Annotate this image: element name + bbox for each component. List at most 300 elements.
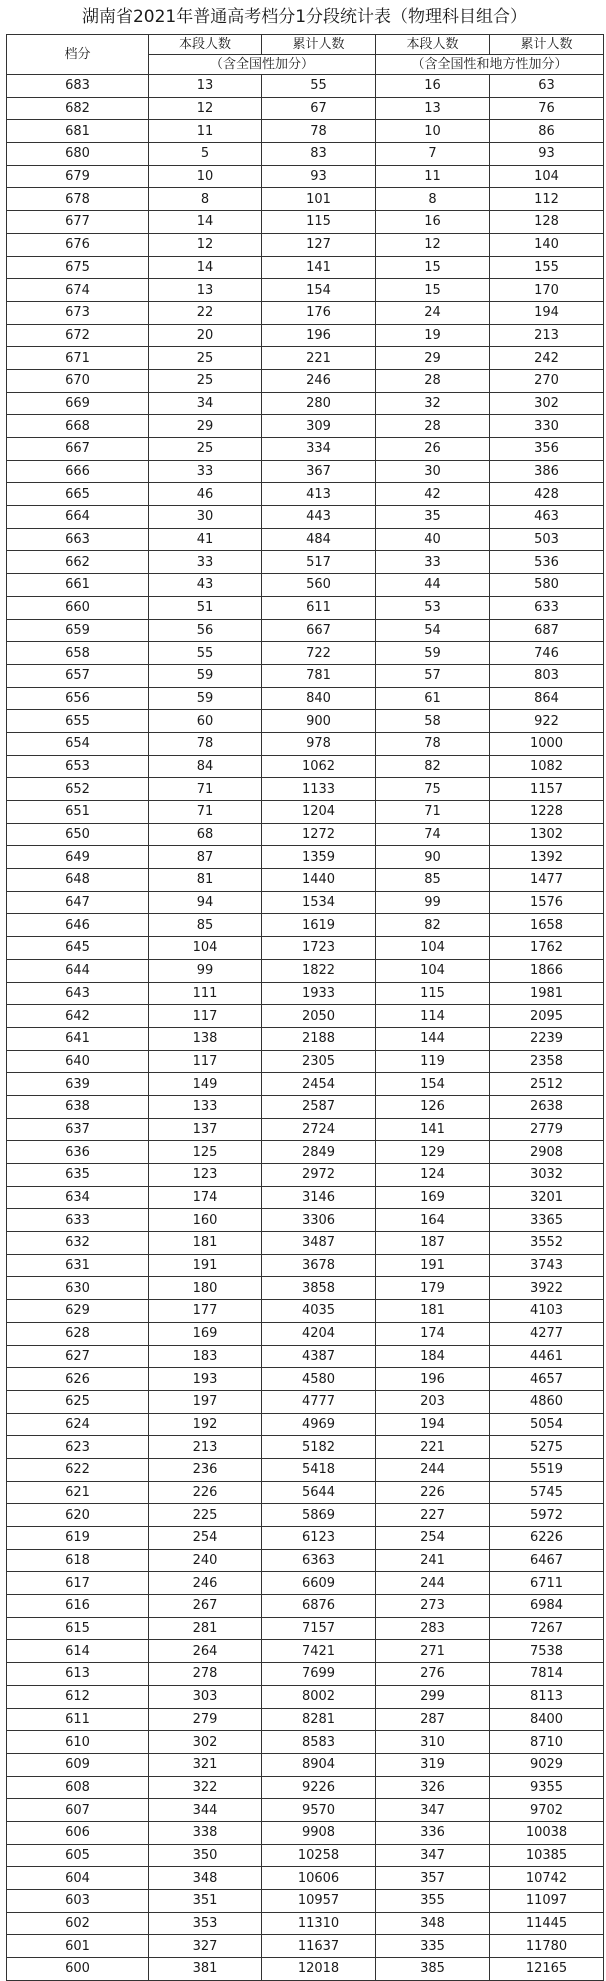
cell-cumulative-2: 2358: [490, 1050, 604, 1073]
table-row: [7, 1617, 604, 1640]
cell-segment: 25: [149, 347, 262, 370]
cell-segment-2: 241: [376, 1549, 490, 1572]
cell-segment-2: 82: [376, 755, 490, 778]
cell-cumulative: 6123: [262, 1527, 376, 1550]
cell-score: 672: [7, 324, 149, 347]
cell-segment: 41: [149, 528, 262, 551]
cell-segment-2: 15: [376, 279, 490, 302]
cell-segment: 25: [149, 438, 262, 461]
cell-cumulative: 560: [262, 574, 376, 597]
cell-cumulative-2: 11097: [490, 1890, 604, 1913]
cell-segment: 43: [149, 574, 262, 597]
cell-cumulative-2: 1157: [490, 778, 604, 801]
cell-segment-2: 144: [376, 1027, 490, 1050]
cell-cumulative: 280: [262, 392, 376, 415]
cell-score: 641: [7, 1027, 149, 1050]
cell-segment-2: 114: [376, 1005, 490, 1028]
cell-score: 632: [7, 1232, 149, 1255]
cell-segment-2: 30: [376, 460, 490, 483]
cell-cumulative: 176: [262, 301, 376, 324]
cell-segment: 29: [149, 415, 262, 438]
table-row: [7, 1844, 604, 1867]
cell-cumulative-2: 7267: [490, 1617, 604, 1640]
cell-segment-2: 40: [376, 528, 490, 551]
cell-segment-2: 58: [376, 710, 490, 733]
cell-cumulative: 154: [262, 279, 376, 302]
cell-cumulative: 8583: [262, 1731, 376, 1754]
table-row: [7, 1300, 604, 1323]
cell-segment: 123: [149, 1164, 262, 1187]
cell-cumulative-2: 242: [490, 347, 604, 370]
table-row: [7, 1073, 604, 1096]
cell-segment-2: 82: [376, 914, 490, 937]
table-row: [7, 233, 604, 256]
cell-score: 661: [7, 574, 149, 597]
cell-cumulative-2: 3201: [490, 1186, 604, 1209]
cell-cumulative: 1619: [262, 914, 376, 937]
table-row: [7, 1095, 604, 1118]
cell-segment-2: 254: [376, 1527, 490, 1550]
table-row: [7, 1027, 604, 1050]
score-table: [6, 34, 604, 1981]
cell-segment: 321: [149, 1753, 262, 1776]
cell-segment: 254: [149, 1527, 262, 1550]
cell-segment: 302: [149, 1731, 262, 1754]
cell-score: 637: [7, 1118, 149, 1141]
cell-segment: 12: [149, 97, 262, 120]
cell-score: 654: [7, 732, 149, 755]
cell-cumulative: 11637: [262, 1935, 376, 1958]
cell-segment-2: 11: [376, 165, 490, 188]
cell-segment-2: 61: [376, 687, 490, 710]
table-row: [7, 1209, 604, 1232]
table-row: [7, 959, 604, 982]
table-row: [7, 1413, 604, 1436]
cell-segment-2: 57: [376, 664, 490, 687]
table-row: [7, 528, 604, 551]
table-row: [7, 1254, 604, 1277]
cell-cumulative: 83: [262, 143, 376, 166]
cell-segment-2: 164: [376, 1209, 490, 1232]
cell-segment-2: 154: [376, 1073, 490, 1096]
header-group2-note: （含全国性和地方性加分）: [376, 55, 604, 75]
cell-cumulative-2: 155: [490, 256, 604, 279]
cell-cumulative-2: 6467: [490, 1549, 604, 1572]
cell-cumulative-2: 8400: [490, 1708, 604, 1731]
cell-segment: 225: [149, 1504, 262, 1527]
cell-score: 673: [7, 301, 149, 324]
cell-cumulative: 1933: [262, 982, 376, 1005]
table-row: [7, 1390, 604, 1413]
table-row: [7, 1595, 604, 1618]
table-row: [7, 574, 604, 597]
cell-segment: 264: [149, 1640, 262, 1663]
cell-cumulative: 4580: [262, 1368, 376, 1391]
cell-cumulative: 101: [262, 188, 376, 211]
table-row: [7, 256, 604, 279]
table-row: [7, 1164, 604, 1187]
table-row: [7, 732, 604, 755]
cell-segment-2: 129: [376, 1141, 490, 1164]
cell-segment-2: 90: [376, 846, 490, 869]
cell-score: 662: [7, 551, 149, 574]
cell-segment: 13: [149, 75, 262, 98]
table-row: [7, 801, 604, 824]
cell-segment-2: 244: [376, 1572, 490, 1595]
cell-cumulative: 1133: [262, 778, 376, 801]
cell-score: 666: [7, 460, 149, 483]
cell-segment-2: 24: [376, 301, 490, 324]
cell-segment-2: 273: [376, 1595, 490, 1618]
cell-score: 667: [7, 438, 149, 461]
cell-cumulative-2: 9029: [490, 1753, 604, 1776]
cell-segment: 240: [149, 1549, 262, 1572]
cell-segment: 94: [149, 891, 262, 914]
table-row: [7, 914, 604, 937]
cell-cumulative-2: 1658: [490, 914, 604, 937]
cell-segment: 133: [149, 1095, 262, 1118]
cell-segment-2: 196: [376, 1368, 490, 1391]
cell-segment-2: 287: [376, 1708, 490, 1731]
cell-segment-2: 19: [376, 324, 490, 347]
table-row: [7, 778, 604, 801]
cell-segment-2: 283: [376, 1617, 490, 1640]
cell-cumulative: 221: [262, 347, 376, 370]
cell-cumulative-2: 463: [490, 506, 604, 529]
cell-cumulative: 5644: [262, 1481, 376, 1504]
table-row: [7, 506, 604, 529]
cell-cumulative: 3678: [262, 1254, 376, 1277]
cell-segment: 22: [149, 301, 262, 324]
cell-cumulative-2: 6984: [490, 1595, 604, 1618]
cell-segment: 322: [149, 1776, 262, 1799]
cell-cumulative-2: 104: [490, 165, 604, 188]
cell-segment-2: 335: [376, 1935, 490, 1958]
cell-segment: 191: [149, 1254, 262, 1277]
cell-score: 601: [7, 1935, 149, 1958]
cell-segment: 59: [149, 664, 262, 687]
cell-cumulative-2: 1228: [490, 801, 604, 824]
cell-score: 659: [7, 619, 149, 642]
cell-segment: 160: [149, 1209, 262, 1232]
table-row: [7, 347, 604, 370]
cell-segment: 78: [149, 732, 262, 755]
cell-segment: 68: [149, 823, 262, 846]
cell-segment-2: 348: [376, 1912, 490, 1935]
cell-cumulative: 8002: [262, 1685, 376, 1708]
table-row: [7, 1572, 604, 1595]
cell-segment-2: 181: [376, 1300, 490, 1323]
cell-score: 627: [7, 1345, 149, 1368]
table-row: [7, 1731, 604, 1754]
cell-score: 635: [7, 1164, 149, 1187]
cell-score: 604: [7, 1867, 149, 1890]
cell-segment-2: 191: [376, 1254, 490, 1277]
cell-cumulative-2: 5519: [490, 1458, 604, 1481]
cell-cumulative: 413: [262, 483, 376, 506]
cell-score: 683: [7, 75, 149, 98]
cell-segment-2: 10: [376, 120, 490, 143]
cell-segment: 34: [149, 392, 262, 415]
cell-segment: 381: [149, 1958, 262, 1981]
cell-segment: 55: [149, 642, 262, 665]
cell-cumulative: 2849: [262, 1141, 376, 1164]
cell-cumulative: 93: [262, 165, 376, 188]
cell-cumulative: 1440: [262, 869, 376, 892]
cell-score: 634: [7, 1186, 149, 1209]
cell-cumulative-2: 1762: [490, 937, 604, 960]
cell-score: 614: [7, 1640, 149, 1663]
cell-cumulative: 5182: [262, 1436, 376, 1459]
cell-segment-2: 124: [376, 1164, 490, 1187]
cell-score: 631: [7, 1254, 149, 1277]
cell-cumulative: 443: [262, 506, 376, 529]
cell-score: 612: [7, 1685, 149, 1708]
cell-segment: 169: [149, 1322, 262, 1345]
table-row: [7, 1481, 604, 1504]
cell-cumulative-2: 1576: [490, 891, 604, 914]
cell-segment-2: 115: [376, 982, 490, 1005]
cell-segment: 59: [149, 687, 262, 710]
cell-segment-2: 7: [376, 143, 490, 166]
cell-cumulative: 1204: [262, 801, 376, 824]
cell-cumulative: 67: [262, 97, 376, 120]
cell-segment-2: 78: [376, 732, 490, 755]
table-row: [7, 1958, 604, 1981]
cell-cumulative: 6363: [262, 1549, 376, 1572]
cell-segment-2: 226: [376, 1481, 490, 1504]
cell-segment: 149: [149, 1073, 262, 1096]
cell-score: 665: [7, 483, 149, 506]
cell-score: 609: [7, 1753, 149, 1776]
cell-segment: 338: [149, 1821, 262, 1844]
cell-segment-2: 347: [376, 1844, 490, 1867]
cell-cumulative-2: 687: [490, 619, 604, 642]
cell-cumulative: 4035: [262, 1300, 376, 1323]
cell-score: 682: [7, 97, 149, 120]
cell-segment-2: 59: [376, 642, 490, 665]
table-row: [7, 369, 604, 392]
table-row: [7, 1368, 604, 1391]
cell-segment: 303: [149, 1685, 262, 1708]
table-row: [7, 1005, 604, 1028]
cell-segment-2: 355: [376, 1890, 490, 1913]
cell-segment-2: 8: [376, 188, 490, 211]
cell-score: 671: [7, 347, 149, 370]
table-row: [7, 642, 604, 665]
table-row: [7, 687, 604, 710]
cell-segment: 33: [149, 551, 262, 574]
cell-cumulative-2: 10038: [490, 1821, 604, 1844]
cell-score: 657: [7, 664, 149, 687]
cell-cumulative: 4969: [262, 1413, 376, 1436]
cell-cumulative-2: 4657: [490, 1368, 604, 1391]
cell-segment-2: 42: [376, 483, 490, 506]
cell-score: 610: [7, 1731, 149, 1754]
cell-score: 616: [7, 1595, 149, 1618]
table-body: [7, 75, 604, 1981]
cell-segment: 30: [149, 506, 262, 529]
cell-cumulative-2: 633: [490, 596, 604, 619]
cell-cumulative: 3858: [262, 1277, 376, 1300]
cell-cumulative: 840: [262, 687, 376, 710]
cell-score: 642: [7, 1005, 149, 1028]
table-row: [7, 1685, 604, 1708]
cell-segment-2: 75: [376, 778, 490, 801]
cell-segment-2: 126: [376, 1095, 490, 1118]
table-row: [7, 1186, 604, 1209]
cell-cumulative-2: 5745: [490, 1481, 604, 1504]
cell-segment-2: 44: [376, 574, 490, 597]
table-row: [7, 1322, 604, 1345]
cell-segment: 84: [149, 755, 262, 778]
cell-cumulative-2: 803: [490, 664, 604, 687]
cell-cumulative: 246: [262, 369, 376, 392]
cell-score: 618: [7, 1549, 149, 1572]
cell-segment: 11: [149, 120, 262, 143]
cell-segment-2: 336: [376, 1821, 490, 1844]
cell-segment-2: 16: [376, 75, 490, 98]
cell-score: 679: [7, 165, 149, 188]
cell-score: 664: [7, 506, 149, 529]
cell-cumulative-2: 1392: [490, 846, 604, 869]
cell-cumulative-2: 4461: [490, 1345, 604, 1368]
cell-cumulative: 6876: [262, 1595, 376, 1618]
cell-score: 660: [7, 596, 149, 619]
cell-score: 670: [7, 369, 149, 392]
cell-cumulative: 4777: [262, 1390, 376, 1413]
cell-segment: 351: [149, 1890, 262, 1913]
cell-score: 668: [7, 415, 149, 438]
cell-cumulative: 4387: [262, 1345, 376, 1368]
cell-segment: 348: [149, 1867, 262, 1890]
cell-cumulative-2: 2512: [490, 1073, 604, 1096]
cell-segment-2: 179: [376, 1277, 490, 1300]
table-row: [7, 211, 604, 234]
cell-cumulative-2: 140: [490, 233, 604, 256]
cell-cumulative: 2724: [262, 1118, 376, 1141]
cell-cumulative: 7421: [262, 1640, 376, 1663]
table-row: [7, 1753, 604, 1776]
table-row: [7, 460, 604, 483]
cell-segment: 279: [149, 1708, 262, 1731]
cell-segment-2: 174: [376, 1322, 490, 1345]
cell-segment-2: 276: [376, 1663, 490, 1686]
table-row: [7, 1527, 604, 1550]
cell-segment: 46: [149, 483, 262, 506]
cell-cumulative-2: 428: [490, 483, 604, 506]
table-row: [7, 869, 604, 892]
cell-segment: 226: [149, 1481, 262, 1504]
cell-segment-2: 326: [376, 1776, 490, 1799]
header-segment-count: 本段人数: [149, 35, 262, 55]
cell-score: 677: [7, 211, 149, 234]
table-row: [7, 1345, 604, 1368]
cell-segment: 33: [149, 460, 262, 483]
cell-segment: 71: [149, 801, 262, 824]
cell-cumulative-2: 3552: [490, 1232, 604, 1255]
cell-score: 626: [7, 1368, 149, 1391]
cell-cumulative: 3487: [262, 1232, 376, 1255]
cell-cumulative-2: 5054: [490, 1413, 604, 1436]
cell-score: 623: [7, 1436, 149, 1459]
cell-segment: 213: [149, 1436, 262, 1459]
cell-cumulative: 7157: [262, 1617, 376, 1640]
table-row: [7, 937, 604, 960]
table-row: [7, 1890, 604, 1913]
cell-segment-2: 29: [376, 347, 490, 370]
cell-segment: 8: [149, 188, 262, 211]
cell-segment-2: 244: [376, 1458, 490, 1481]
table-row: [7, 1436, 604, 1459]
cell-cumulative: 10606: [262, 1867, 376, 1890]
table-row: [7, 1912, 604, 1935]
cell-segment: 180: [149, 1277, 262, 1300]
cell-cumulative-2: 2779: [490, 1118, 604, 1141]
cell-segment-2: 53: [376, 596, 490, 619]
cell-score: 606: [7, 1821, 149, 1844]
cell-score: 636: [7, 1141, 149, 1164]
cell-cumulative: 1272: [262, 823, 376, 846]
cell-score: 681: [7, 120, 149, 143]
cell-cumulative: 722: [262, 642, 376, 665]
cell-cumulative-2: 1981: [490, 982, 604, 1005]
cell-segment: 193: [149, 1368, 262, 1391]
cell-cumulative: 12018: [262, 1958, 376, 1981]
cell-cumulative: 900: [262, 710, 376, 733]
cell-segment-2: 71: [376, 801, 490, 824]
cell-segment: 138: [149, 1027, 262, 1050]
cell-segment: 104: [149, 937, 262, 960]
cell-segment-2: 15: [376, 256, 490, 279]
cell-cumulative: 334: [262, 438, 376, 461]
cell-cumulative: 6609: [262, 1572, 376, 1595]
cell-cumulative-2: 8113: [490, 1685, 604, 1708]
table-row: [7, 1708, 604, 1731]
table-row: [7, 823, 604, 846]
cell-score: 640: [7, 1050, 149, 1073]
cell-cumulative-2: 4860: [490, 1390, 604, 1413]
cell-score: 602: [7, 1912, 149, 1935]
cell-segment: 60: [149, 710, 262, 733]
cell-cumulative: 611: [262, 596, 376, 619]
cell-cumulative: 781: [262, 664, 376, 687]
cell-score: 663: [7, 528, 149, 551]
cell-cumulative: 5418: [262, 1458, 376, 1481]
cell-segment-2: 28: [376, 415, 490, 438]
cell-cumulative: 78: [262, 120, 376, 143]
cell-segment-2: 310: [376, 1731, 490, 1754]
cell-cumulative-2: 2908: [490, 1141, 604, 1164]
table-row: [7, 1232, 604, 1255]
cell-cumulative: 7699: [262, 1663, 376, 1686]
cell-cumulative-2: 6711: [490, 1572, 604, 1595]
table-row: [7, 596, 604, 619]
cell-cumulative: 484: [262, 528, 376, 551]
cell-cumulative-2: 356: [490, 438, 604, 461]
cell-score: 643: [7, 982, 149, 1005]
cell-cumulative: 3146: [262, 1186, 376, 1209]
cell-cumulative-2: 170: [490, 279, 604, 302]
cell-segment: 350: [149, 1844, 262, 1867]
cell-cumulative: 4204: [262, 1322, 376, 1345]
cell-segment: 117: [149, 1050, 262, 1073]
cell-score: 628: [7, 1322, 149, 1345]
cell-cumulative-2: 7538: [490, 1640, 604, 1663]
cell-segment: 56: [149, 619, 262, 642]
cell-cumulative-2: 746: [490, 642, 604, 665]
cell-segment: 281: [149, 1617, 262, 1640]
